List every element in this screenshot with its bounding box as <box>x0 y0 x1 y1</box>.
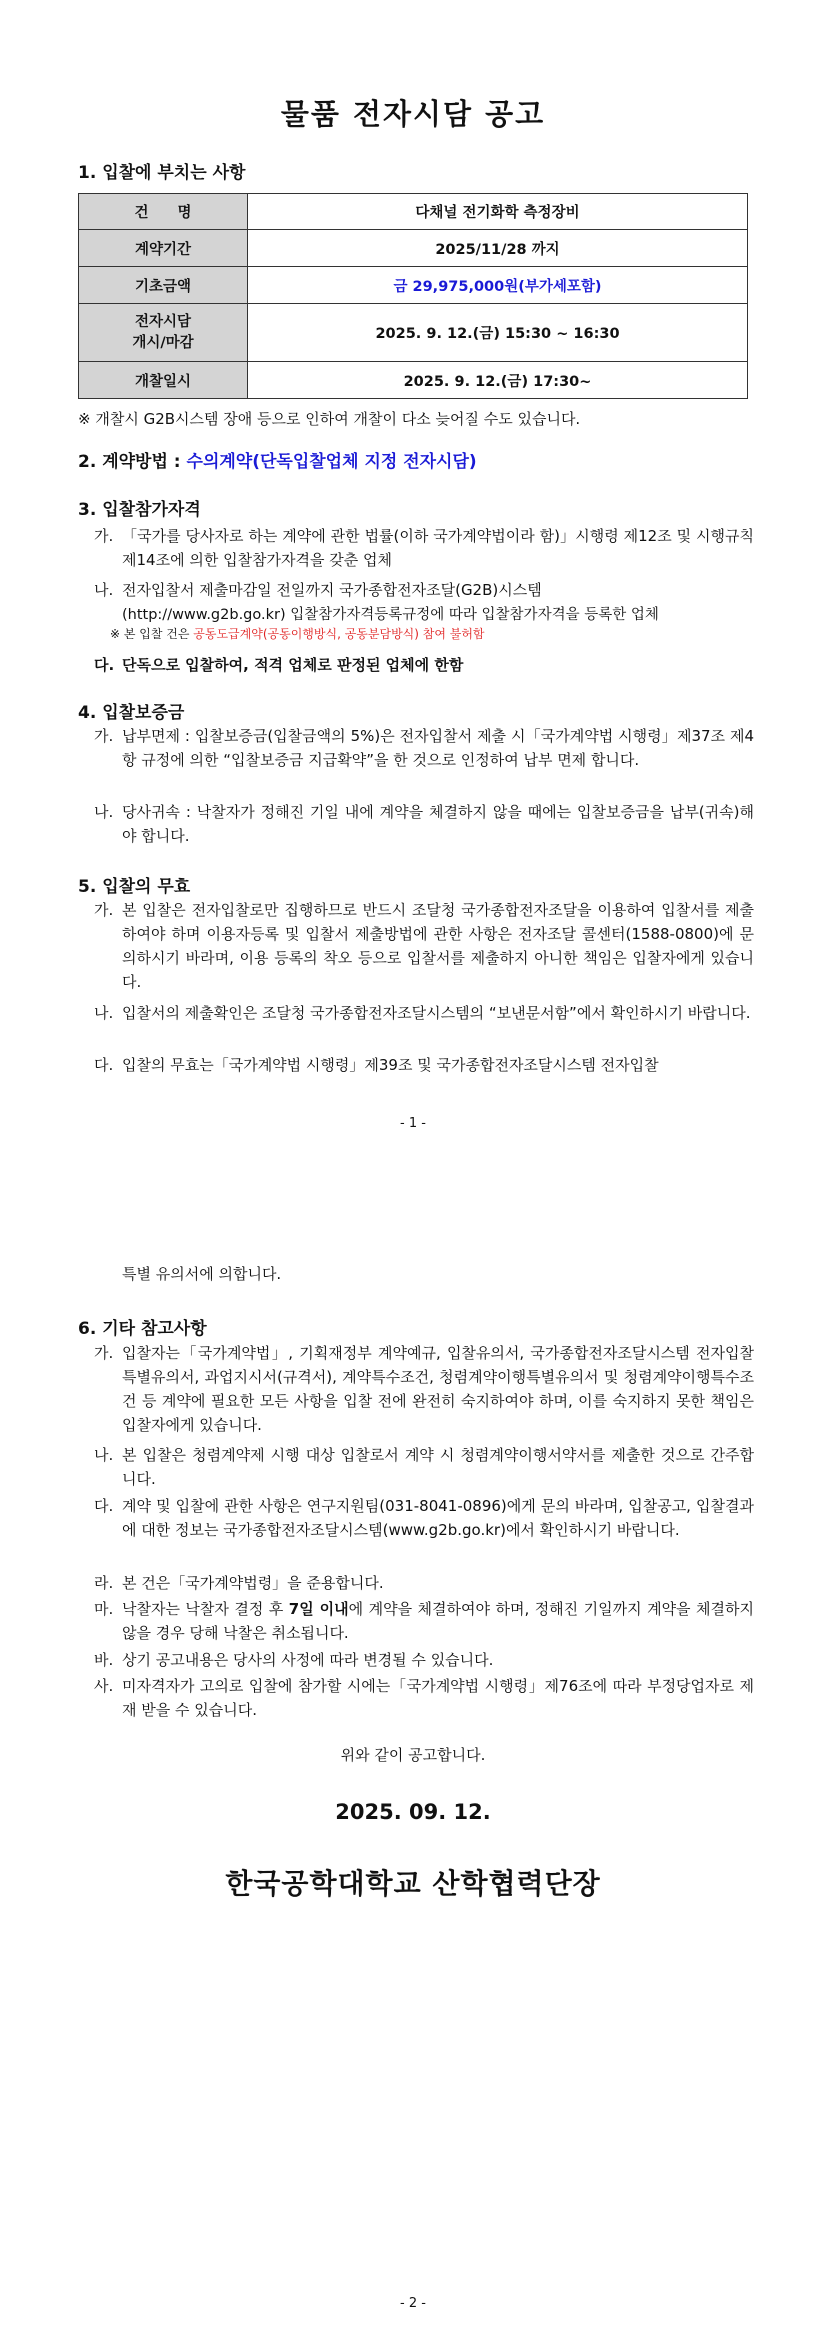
item-marker: 가. <box>94 727 114 745</box>
row-label: 계약기간 <box>79 230 248 267</box>
row-label: 건 명 <box>79 194 248 230</box>
section-5-continuation: 특별 유의서에 의합니다. <box>122 1265 282 1283</box>
row-label: 전자시담 개시/마감 <box>79 304 248 362</box>
document-title: 물품 전자시담 공고 <box>280 97 546 131</box>
base-price-value: 금 29,975,000원(부가세포함) <box>248 267 748 304</box>
item-text: 본 건은「국가계약법령」을 준용합니다. <box>122 1574 384 1592</box>
issuing-organization: 한국공학대학교 산학협력단장 <box>225 1867 601 1900</box>
item-marker: 라. <box>94 1574 114 1592</box>
list-item <box>94 1674 754 1722</box>
item-text: 당사귀속 : 낙찰자가 정해진 기일 내에 계약을 체결하지 않을 때에는 입찰보증금을 납부(귀속)해야 합니다. <box>122 803 754 845</box>
page-number-2: - 2 - <box>400 2296 426 2311</box>
section-6-heading: 6. 기타 참고사항 <box>78 1319 207 1339</box>
list-item <box>94 1648 754 1672</box>
row-value: 다채널 전기화학 측정장비 <box>248 194 748 230</box>
list-item <box>94 1053 754 1077</box>
table-row <box>79 267 748 304</box>
item-text: 본 입찰은 청렴계약제 시행 대상 입찰로서 계약 시 청렴계약이행서약서를 제출한 것으로 간주합니다. <box>122 1446 754 1488</box>
note-red-text: 공동도급계약(공동이행방식, 공동분담방식) 참여 불허함 <box>193 627 485 641</box>
row-label: 기초금액 <box>79 267 248 304</box>
contract-method-value: 수의계약(단독입찰업체 지정 전자시담) <box>186 452 477 472</box>
list-item <box>94 1341 754 1437</box>
item-marker: 가. <box>94 901 114 919</box>
item-text: 계약 및 입찰에 관한 사항은 연구지원팀(031-8041-0896)에게 문의 바라며, 입찰공고, 입찰결과에 대한 정보는 국가종합전자조달시스템(www.g2b.go.kr)에서 확인하시기 바랍니다. <box>122 1497 754 1539</box>
item-marker: 다. <box>94 1056 114 1074</box>
table-row <box>79 362 748 399</box>
opening-note: ※ 개찰시 G2B시스템 장애 등으로 인하여 개찰이 다소 늦어질 수도 있습니다. <box>78 410 581 428</box>
list-item <box>94 1597 754 1645</box>
list-item <box>94 1001 754 1025</box>
item-marker: 다. <box>94 1497 114 1515</box>
item-text: 입찰서의 제출확인은 조달청 국가종합전자조달시스템의 “보낸문서함”에서 확인하시기 바랍니다. <box>122 1004 751 1022</box>
list-item <box>94 578 754 602</box>
joint-contract-note <box>110 626 485 643</box>
section-3-heading: 3. 입찰참가자격 <box>78 500 201 520</box>
ma-text-bold: 7일 이내 <box>288 1600 349 1618</box>
section-2-heading <box>78 447 477 472</box>
g2b-url-text: (http://www.g2b.go.kr) 입찰참가자격등록규정에 따라 입찰참가자격을 등록한 업체 <box>122 607 659 623</box>
item-marker: 사. <box>94 1677 114 1695</box>
item-marker: 가. <box>94 527 114 545</box>
item-marker: 나. <box>94 1004 114 1022</box>
list-item <box>94 1571 754 1595</box>
section-5-heading: 5. 입찰의 무효 <box>78 877 191 897</box>
item-marker: 다. <box>94 656 115 674</box>
list-item <box>94 1443 754 1491</box>
item-marker: 나. <box>94 803 114 821</box>
list-item <box>94 724 754 772</box>
row-label: 개찰일시 <box>79 362 248 399</box>
list-item <box>94 800 754 848</box>
row-value: 2025. 9. 12.(금) 15:30 ~ 16:30 <box>248 304 748 362</box>
row-value: 2025. 9. 12.(금) 17:30~ <box>248 362 748 399</box>
item-marker: 가. <box>94 1344 114 1362</box>
bid-info-table <box>78 193 748 399</box>
list-item <box>94 898 754 994</box>
announcement-date: 2025. 09. 12. <box>335 1800 491 1824</box>
table-row <box>79 304 748 362</box>
item-text: 단독으로 입찰하여, 적격 업체로 판정된 업체에 한함 <box>122 656 464 674</box>
item-marker: 나. <box>94 1446 114 1464</box>
item-marker: 바. <box>94 1651 114 1669</box>
item-text: 본 입찰은 전자입찰로만 집행하므로 반드시 조달청 국가종합전자조달을 이용하여 입찰서를 제출하여야 하며 이용자등록 및 입찰서 제출방법에 관한 사항은 전자조달 콜센터(1588-0800)에 문의하시기 바라며, 이용 등록의 착오 등으로 입찰서를 제출하지 아니한 책임은 입찰자에게 있습니다. <box>122 901 754 991</box>
item-text: 입찰의 무효는「국가계약법 시행령」제39조 및 국가종합전자조달시스템 전자입찰 <box>122 1056 659 1074</box>
item-text: 「국가를 당사자로 하는 계약에 관한 법률(이하 국가계약법이라 함)」시행령 제12조 및 시행규칙 제14조에 의한 입찰참가자격을 갖춘 업체 <box>122 527 754 569</box>
row-value: 2025/11/28 까지 <box>248 230 748 267</box>
list-item <box>94 524 754 572</box>
ma-text-pre: 낙찰자는 낙찰자 결정 후 <box>122 1600 289 1618</box>
closing-statement: 위와 같이 공고합니다. <box>340 1746 486 1764</box>
list-item <box>94 1494 754 1542</box>
item-text <box>122 1597 754 1645</box>
item-text: 입찰자는「국가계약법」, 기획재정부 계약예규, 입찰유의서, 국가종합전자조달시스템 전자입찰특별유의서, 과업지시서(규격서), 계약특수조건, 청렴계약이행특별유의서 및 청렴계약이행특수조건 등 계약에 필요한 모든 사항을 입찰 전에 완전히 숙지하여야 하며, 이를 숙지하지 못한 책임은 입찰자에게 있습니다. <box>122 1344 754 1434</box>
ma-text-post: 에 계약을 체결하여야 하며, 정해진 기일까지 계약을 체결하지 않을 경우 당해 낙찰은 취소됩니다. <box>122 1600 754 1642</box>
item-marker: 나. <box>94 581 114 599</box>
page-number-1: - 1 - <box>400 1116 426 1131</box>
item-marker: 마. <box>94 1600 114 1618</box>
section-4-heading: 4. 입찰보증금 <box>78 703 185 723</box>
contract-method-label: 2. 계약방법 : <box>78 452 187 472</box>
section-1-heading: 1. 입찰에 부치는 사항 <box>78 163 246 183</box>
item-text-line-1: 전자입찰서 제출마감일 전일까지 국가종합전자조달(G2B)시스템 <box>122 581 542 599</box>
item-text: 상기 공고내용은 당사의 사정에 따라 변경될 수 있습니다. <box>122 1651 494 1669</box>
item-text: 납부면제 : 입찰보증금(입찰금액의 5%)은 전자입찰서 제출 시「국가계약법 시행령」제37조 제4항 규정에 의한 “입찰보증금 지급확약”을 한 것으로 인정하여 납부 면제 합니다. <box>122 727 754 769</box>
table-row <box>79 194 748 230</box>
item-text: 미자격자가 고의로 입찰에 참가할 시에는「국가계약법 시행령」제76조에 따라 부정당업자로 제재 받을 수 있습니다. <box>122 1677 754 1719</box>
note-prefix: ※ 본 입찰 건은 <box>110 627 194 641</box>
list-item <box>94 653 754 677</box>
table-row <box>79 230 748 267</box>
